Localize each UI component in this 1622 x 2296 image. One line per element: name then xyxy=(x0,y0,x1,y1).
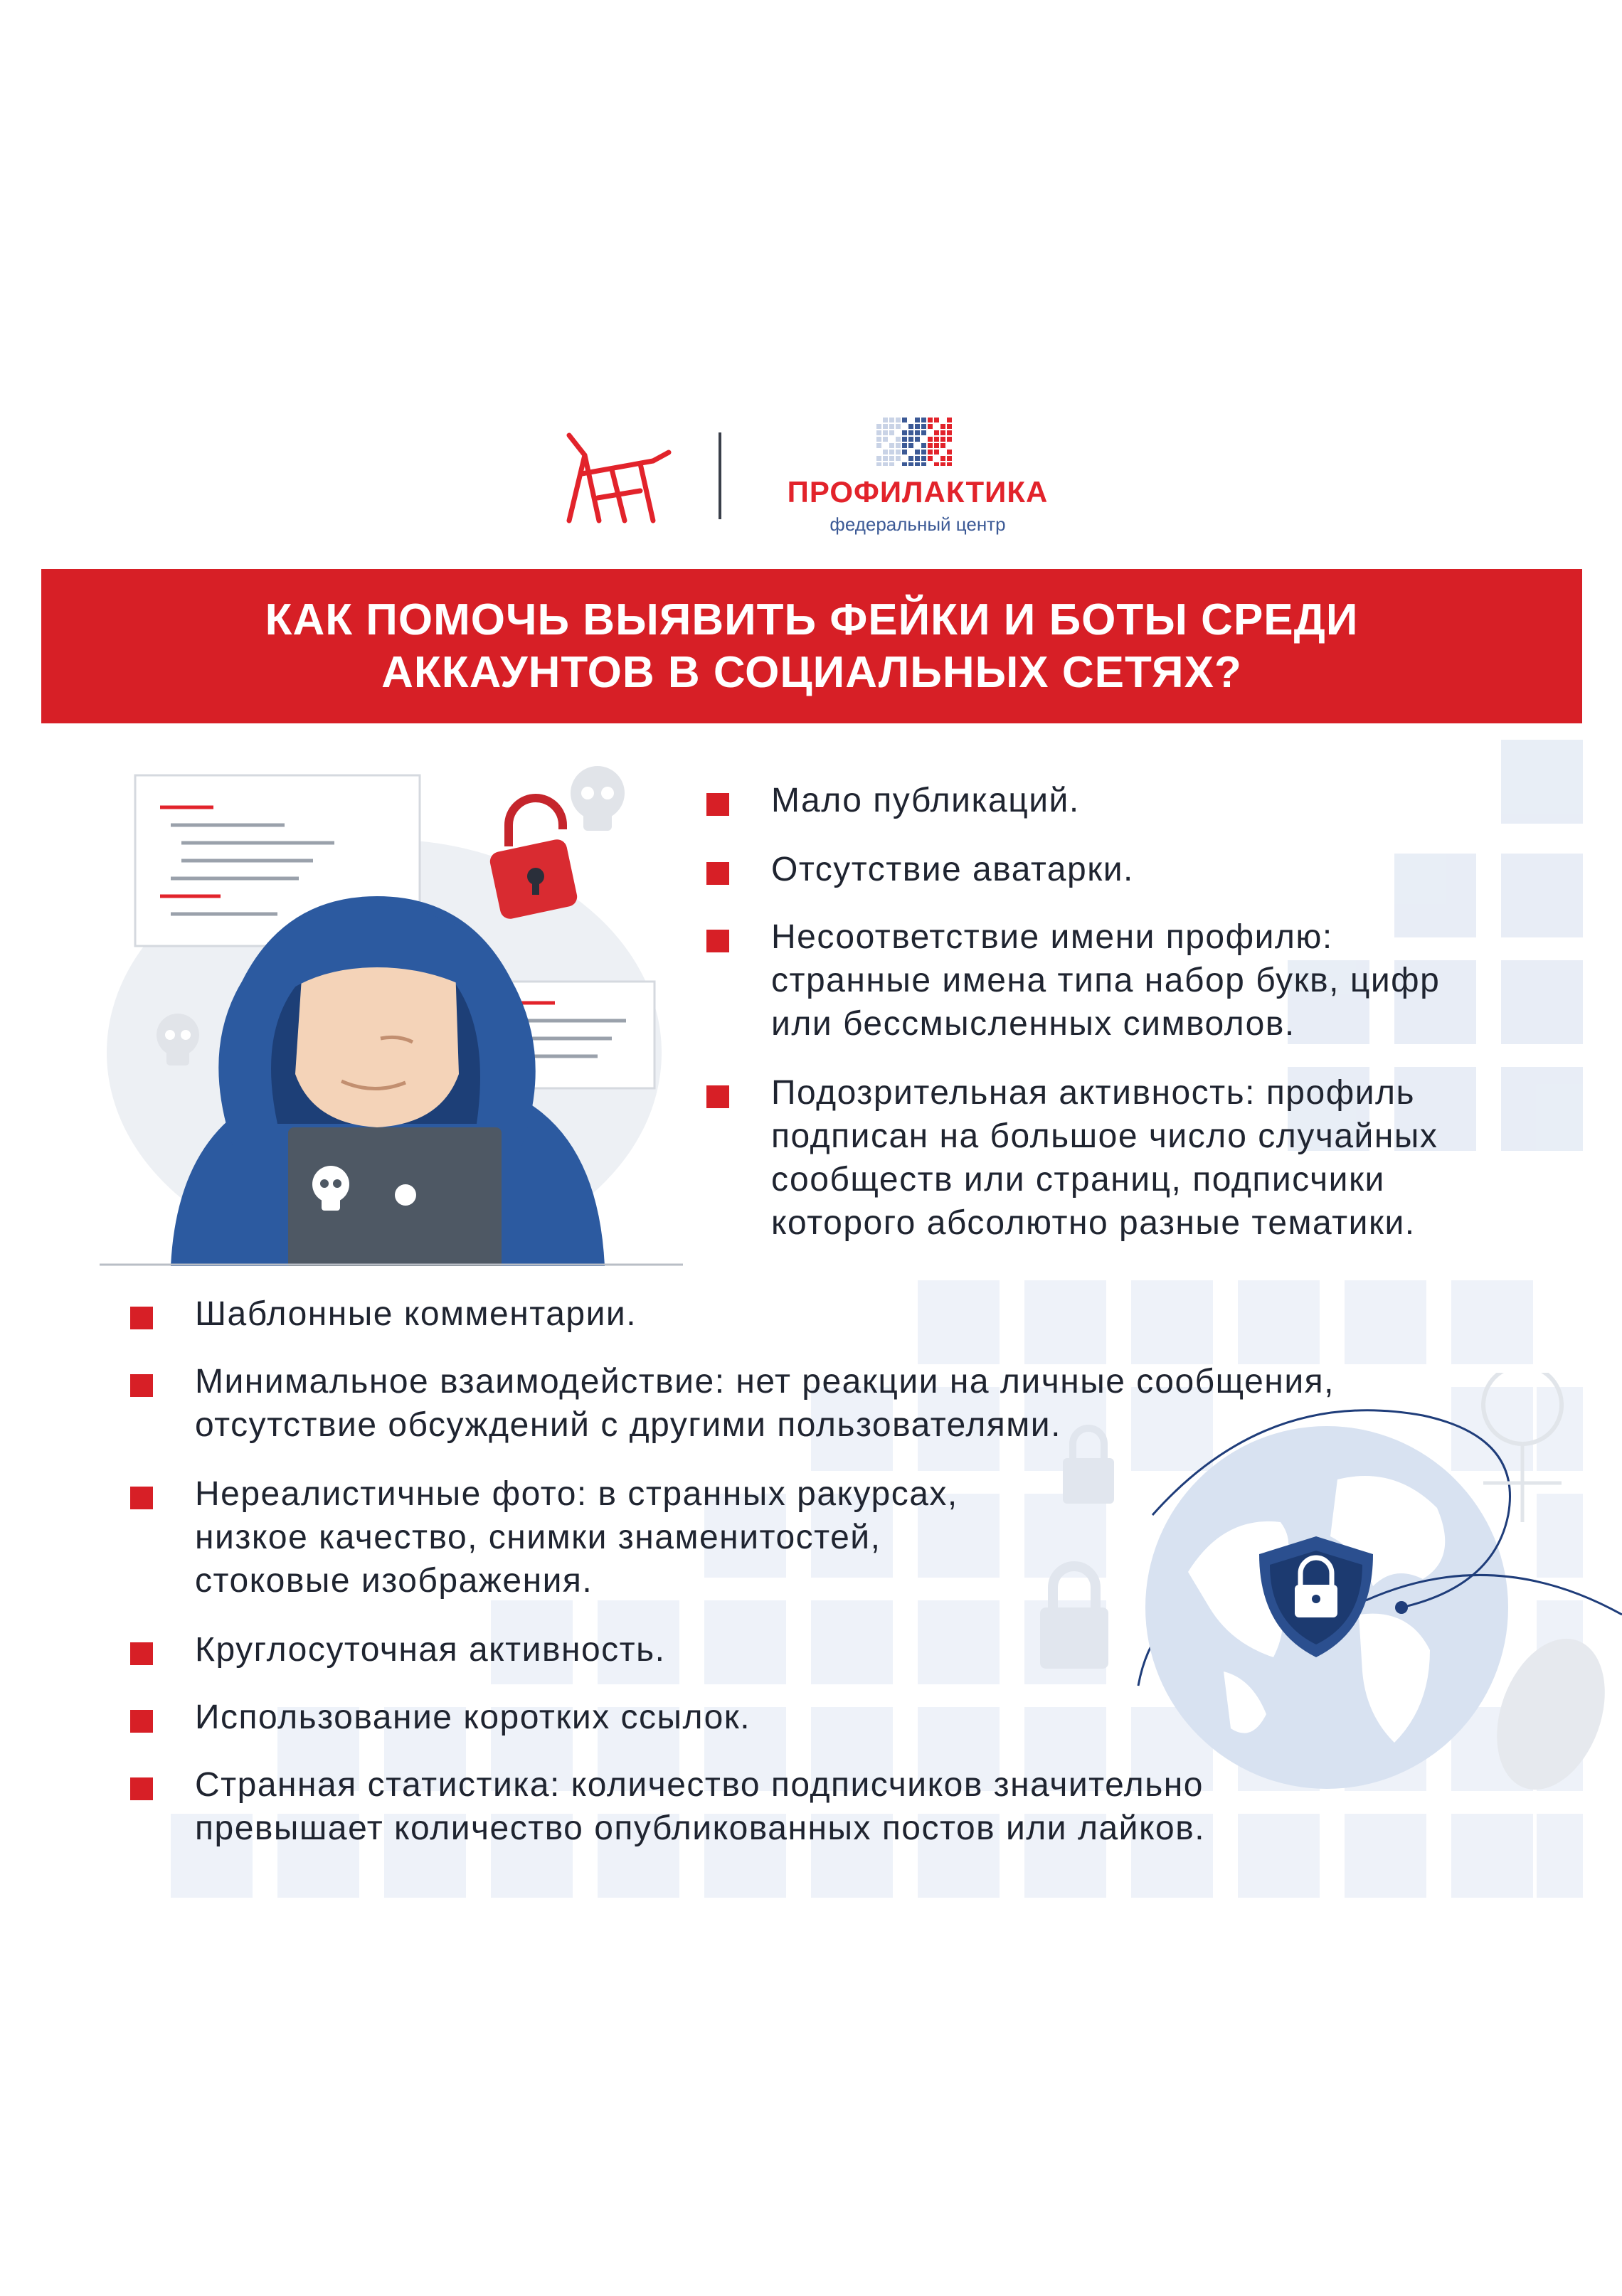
list-item-text: превышает количество опубликованных постов или лайков. xyxy=(195,1809,1206,1847)
page-title xyxy=(136,594,1488,699)
page-title-line-1: КАК ПОМОЧЬ ВЫЯВИТЬ ФЕЙКИ И БОТЫ СРЕДИ xyxy=(265,595,1359,644)
padlock-icon xyxy=(488,798,579,920)
bullet-square-icon xyxy=(130,1487,153,1509)
list-item-text: Подозрительная активность: профиль xyxy=(771,1074,1416,1112)
list-item-text: Несоответствие имени профилю: xyxy=(771,918,1333,956)
list-item-text: которого абсолютно разные тематики. xyxy=(771,1204,1416,1242)
laptop-icon xyxy=(395,1184,416,1206)
list-item xyxy=(195,1472,1575,1603)
skull-icon xyxy=(571,766,625,831)
list-item-text: сообществ или страниц, подписчики xyxy=(771,1161,1385,1199)
criteria-list-bottom xyxy=(195,1292,1575,1850)
chair-logo-icon xyxy=(555,427,676,526)
list-item-text: подписан на большое число случайных xyxy=(771,1117,1438,1155)
list-item-text: странные имена типа набор букв, цифр xyxy=(771,962,1441,999)
list-item-text: низкое качество, снимки знаменитостей, xyxy=(195,1519,881,1556)
list-item xyxy=(771,848,1561,891)
flag-grid-logo-icon xyxy=(875,416,953,466)
list-item xyxy=(195,1696,1575,1739)
list-item xyxy=(195,1628,1575,1671)
list-item-text: Мало публикаций. xyxy=(771,782,1080,819)
list-item-text: отсутствие обсуждений с другими пользователями. xyxy=(195,1406,1061,1444)
list-item-text: Шаблонные комментарии. xyxy=(195,1295,637,1333)
list-item-text: Круглосуточная активность. xyxy=(195,1631,666,1669)
criteria-list-top xyxy=(771,779,1561,1245)
brand-subtitle: федеральный центр xyxy=(829,514,1006,535)
logo-divider xyxy=(719,432,721,519)
list-item xyxy=(195,1360,1575,1447)
bullet-square-icon xyxy=(130,1307,153,1329)
bullet-square-icon xyxy=(130,1777,153,1800)
bullet-square-icon xyxy=(130,1374,153,1397)
list-item-text: Минимальное взаимодействие: нет реакции на личные сообщения, xyxy=(195,1363,1335,1401)
bullet-square-icon xyxy=(706,1085,729,1108)
bullet-square-icon xyxy=(706,862,729,885)
bullet-square-icon xyxy=(130,1642,153,1665)
list-item-text: Нереалистичные фото: в странных ракурсах, xyxy=(195,1475,958,1513)
list-item xyxy=(195,1292,1575,1336)
list-item xyxy=(771,1071,1561,1245)
page-title-line-2: АККАУНТОВ В СОЦИАЛЬНЫХ СЕТЯХ? xyxy=(381,647,1242,697)
title-banner xyxy=(41,569,1582,723)
list-item xyxy=(771,915,1561,1046)
hacker-illustration xyxy=(100,754,683,1266)
bullet-square-icon xyxy=(706,793,729,816)
bullet-square-icon xyxy=(130,1710,153,1733)
list-item-text: стоковые изображения. xyxy=(195,1562,593,1600)
list-item-text: Использование коротких ссылок. xyxy=(195,1699,751,1736)
list-item-text: Странная статистика: количество подписчиков значительно xyxy=(195,1766,1204,1804)
bullet-square-icon xyxy=(706,930,729,952)
list-item xyxy=(195,1763,1575,1850)
list-item-text: или бессмысленных символов. xyxy=(771,1005,1295,1043)
brand-name: ПРОФИЛАКТИКА xyxy=(787,475,1049,509)
list-item xyxy=(771,779,1561,822)
list-item-text: Отсутствие аватарки. xyxy=(771,851,1134,888)
